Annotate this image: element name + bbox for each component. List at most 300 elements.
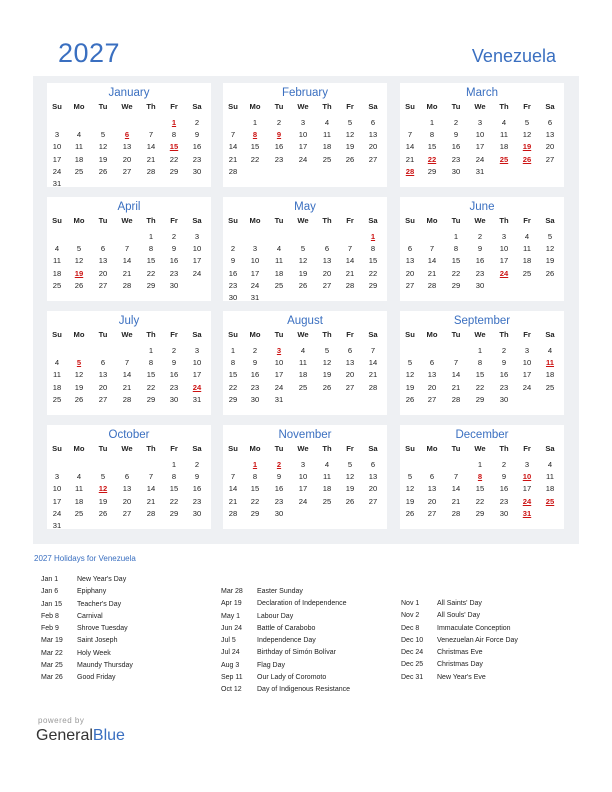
day-cell: 17 [298, 142, 308, 152]
day-cell: 6 [100, 358, 106, 368]
day-cell: 9 [230, 256, 236, 266]
day-cell: 19 [545, 256, 555, 266]
day-cell: 22 [250, 154, 260, 164]
holiday-name: Carnival [77, 612, 103, 620]
day-cell: 21 [122, 268, 132, 278]
day-cell: 26 [98, 166, 108, 176]
day-cell: 8 [171, 130, 177, 140]
day-cell: 29 [228, 394, 238, 404]
day-cell: 5 [324, 346, 330, 355]
holiday-row [401, 661, 518, 673]
holiday-date-text: Nov 2 [401, 612, 420, 620]
weekday-label: Su [52, 216, 62, 225]
holiday-row [401, 649, 518, 661]
day-cell: 11 [75, 142, 83, 152]
day-cell: 20 [345, 370, 355, 380]
day-cell: 29 [146, 280, 156, 290]
day-cell: 27 [545, 154, 555, 164]
holiday-date: 11 [545, 358, 555, 368]
day-cell: 4 [300, 346, 306, 355]
day-cell: 8 [148, 244, 154, 254]
holiday-date: 24 [192, 382, 202, 392]
holiday-date: 10 [522, 472, 532, 482]
day-cell: 27 [405, 280, 415, 290]
month-august [223, 311, 387, 415]
day-cell: 15 [146, 256, 156, 266]
weekday-label: Mo [426, 444, 438, 453]
day-cell: 20 [545, 142, 555, 152]
day-cell: 2 [171, 346, 177, 355]
weekday-label: Su [405, 102, 415, 111]
day-cell: 28 [146, 508, 156, 518]
day-cell: 12 [74, 370, 84, 380]
day-cell: 27 [322, 280, 332, 290]
weekday-label: We [474, 330, 486, 339]
holiday-date: 3 [276, 346, 282, 355]
holiday-row [401, 612, 518, 624]
day-cell: 10 [522, 358, 532, 368]
month-march [400, 83, 564, 187]
day-cell: 30 [451, 166, 461, 176]
day-cell: 1 [429, 118, 435, 127]
weekday-label: Tu [451, 330, 461, 339]
day-cell: 6 [429, 472, 435, 482]
holiday-date: 8 [477, 472, 483, 482]
day-cell: 11 [546, 472, 554, 482]
day-cell: 3 [524, 460, 530, 469]
holiday-name: Christmas Eve [437, 649, 483, 657]
weekday-label: Sa [545, 330, 555, 339]
day-cell: 10 [298, 130, 308, 140]
holiday-date-text: Apr 19 [221, 600, 242, 608]
day-cell: 23 [499, 382, 509, 392]
day-cell: 2 [252, 346, 258, 355]
holiday-date-text: Jan 6 [41, 588, 59, 596]
weekday-label: We [474, 216, 486, 225]
day-cell: 24 [522, 382, 532, 392]
day-cell: 19 [98, 154, 108, 164]
day-cell: 26 [405, 508, 415, 518]
day-cell: 4 [501, 118, 507, 127]
weekday-label: Tu [451, 444, 461, 453]
holiday-date-text: Dec 31 [401, 673, 424, 681]
holiday-row [221, 649, 350, 661]
day-cell: 18 [298, 370, 308, 380]
holidays-title: 2027 Holidays for Venezuela [34, 554, 136, 563]
holiday-date: 1 [370, 232, 376, 241]
day-cell: 28 [146, 166, 156, 176]
holiday-row [401, 600, 518, 612]
day-cell: 17 [475, 142, 485, 152]
day-cell: 9 [171, 244, 177, 254]
day-cell: 28 [368, 382, 378, 392]
day-cell: 21 [228, 496, 238, 506]
day-cell: 11 [523, 244, 531, 254]
weekday-label: We [121, 102, 133, 111]
day-cell: 27 [122, 166, 132, 176]
brand-part-blue: Blue [92, 727, 125, 744]
day-cell: 20 [368, 484, 378, 494]
day-cell: 1 [477, 460, 483, 469]
day-cell: 18 [499, 142, 509, 152]
weekday-label: Th [146, 216, 156, 225]
weekday-label: Tu [451, 102, 461, 111]
holiday-name: New Year's Eve [437, 673, 486, 681]
day-cell: 29 [146, 394, 156, 404]
holiday-date-text: Jan 15 [41, 600, 63, 608]
day-cell: 14 [368, 358, 378, 368]
weekday-label: Mo [426, 216, 438, 225]
day-cell: 11 [75, 484, 83, 494]
holiday-date-text: Sep 11 [221, 674, 243, 682]
day-cell: 20 [405, 268, 415, 278]
day-cell: 12 [545, 244, 555, 254]
day-cell: 22 [228, 382, 238, 392]
month-june [400, 197, 564, 301]
day-cell: 6 [370, 118, 376, 127]
day-cell: 20 [427, 496, 437, 506]
day-cell: 22 [146, 382, 156, 392]
day-cell: 3 [194, 232, 200, 241]
country-title: Venezuela [471, 46, 556, 66]
holiday-date-text: Mar 28 [221, 588, 243, 595]
day-cell: 5 [407, 358, 413, 368]
day-cell: 7 [124, 358, 130, 368]
holiday-name: All Saints' Day [437, 600, 482, 607]
day-cell: 5 [100, 130, 106, 140]
weekday-label: Mo [426, 102, 438, 111]
day-cell: 5 [524, 118, 530, 127]
day-cell: 7 [429, 244, 435, 254]
holiday-name: Epiphany [77, 588, 107, 596]
weekday-label: Tu [274, 216, 284, 225]
day-cell: 23 [192, 154, 202, 164]
day-cell: 23 [499, 496, 509, 506]
day-cell: 9 [194, 130, 200, 140]
day-cell: 10 [250, 256, 260, 266]
day-cell: 1 [230, 346, 236, 355]
month-name: July [118, 315, 140, 327]
month-name: April [117, 201, 141, 213]
day-cell: 29 [427, 166, 437, 176]
weekday-label: Fr [346, 444, 354, 453]
day-cell: 18 [522, 256, 532, 266]
day-cell: 17 [250, 268, 260, 278]
day-cell: 22 [475, 496, 485, 506]
holiday-date: 31 [522, 508, 532, 518]
weekday-label: Su [228, 444, 238, 453]
day-cell: 21 [122, 382, 132, 392]
day-cell: 20 [122, 496, 132, 506]
weekday-label: Mo [73, 216, 85, 225]
month-name: August [287, 315, 323, 327]
day-cell: 25 [545, 382, 555, 392]
day-cell: 4 [524, 232, 530, 241]
day-cell: 15 [250, 142, 260, 152]
day-cell: 16 [192, 142, 202, 152]
day-cell: 28 [228, 166, 238, 176]
brand-logo [36, 727, 125, 745]
day-cell: 19 [345, 484, 355, 494]
day-cell: 23 [274, 496, 284, 506]
month-name: February [281, 87, 329, 99]
day-cell: 4 [76, 472, 82, 482]
day-cell: 16 [475, 256, 485, 266]
holiday-name: Easter Sunday [257, 588, 303, 595]
day-cell: 14 [451, 484, 461, 494]
weekday-label: We [474, 444, 486, 453]
day-cell: 8 [230, 358, 236, 368]
day-cell: 3 [54, 472, 60, 482]
day-cell: 12 [298, 256, 308, 266]
day-cell: 18 [52, 382, 62, 392]
holiday-row [221, 588, 350, 600]
day-cell: 7 [453, 358, 459, 368]
holiday-name: Our Lady of Coromoto [257, 674, 327, 682]
day-cell: 10 [475, 130, 485, 140]
day-cell: 9 [276, 472, 282, 482]
day-cell: 23 [228, 280, 238, 290]
day-cell: 17 [522, 484, 532, 494]
day-cell: 25 [52, 280, 62, 290]
day-cell: 27 [345, 382, 355, 392]
day-cell: 7 [370, 346, 376, 355]
day-cell: 26 [545, 268, 555, 278]
month-february [223, 83, 387, 187]
day-cell: 26 [405, 394, 415, 404]
day-cell: 16 [228, 268, 238, 278]
day-cell: 25 [52, 394, 62, 404]
day-cell: 14 [451, 370, 461, 380]
day-cell: 10 [52, 484, 62, 494]
month-name: January [108, 87, 150, 99]
holiday-date-text: Mar 22 [41, 649, 63, 657]
day-cell: 9 [194, 472, 200, 482]
holiday-name: Immaculate Conception [437, 624, 511, 632]
day-cell: 12 [405, 484, 415, 494]
day-cell: 13 [122, 142, 132, 152]
month-name: November [278, 429, 332, 441]
day-cell: 16 [169, 370, 179, 380]
day-cell: 28 [451, 508, 461, 518]
holiday-date-text: Oct 12 [221, 686, 242, 694]
day-cell: 14 [228, 484, 238, 494]
day-cell: 12 [74, 256, 84, 266]
day-cell: 14 [146, 142, 156, 152]
day-cell: 23 [169, 268, 179, 278]
day-cell: 4 [54, 244, 60, 254]
day-cell: 7 [124, 244, 130, 254]
day-cell: 7 [347, 244, 353, 254]
day-cell: 29 [169, 508, 179, 518]
holiday-date: 24 [499, 268, 509, 278]
weekday-label: Su [52, 330, 62, 339]
holiday-row [41, 576, 133, 588]
weekday-label: Tu [98, 444, 108, 453]
day-cell: 11 [53, 370, 61, 380]
day-cell: 12 [522, 130, 532, 140]
day-cell: 18 [545, 370, 555, 380]
weekday-label: We [297, 330, 309, 339]
day-cell: 22 [250, 496, 260, 506]
holiday-date: 1 [171, 118, 177, 127]
day-cell: 20 [427, 382, 437, 392]
day-cell: 10 [52, 142, 62, 152]
day-cell: 13 [345, 358, 355, 368]
weekday-label: Sa [368, 216, 378, 225]
day-cell: 21 [345, 268, 355, 278]
month-name: October [108, 429, 150, 441]
holiday-date-text: Feb 9 [41, 625, 59, 633]
holiday-name: Shrove Tuesday [77, 625, 128, 633]
holiday-date-text: Dec 8 [401, 624, 420, 632]
day-cell: 26 [345, 496, 355, 506]
day-cell: 26 [345, 154, 355, 164]
day-cell: 5 [407, 472, 413, 482]
month-may [223, 197, 387, 301]
day-cell: 25 [274, 280, 284, 290]
day-cell: 12 [322, 358, 332, 368]
day-cell: 16 [192, 484, 202, 494]
day-cell: 21 [146, 496, 156, 506]
day-cell: 11 [299, 358, 307, 368]
day-cell: 3 [300, 460, 306, 469]
day-cell: 27 [368, 496, 378, 506]
weekday-label: We [297, 216, 309, 225]
day-cell: 3 [501, 232, 507, 241]
day-cell: 2 [194, 118, 200, 127]
day-cell: 3 [477, 118, 483, 127]
day-cell: 23 [169, 382, 179, 392]
holiday-row [221, 686, 350, 698]
day-cell: 18 [52, 268, 62, 278]
weekday-label: Tu [274, 444, 284, 453]
month-name: June [469, 201, 495, 213]
weekday-label: We [297, 102, 309, 111]
holiday-row [401, 625, 518, 637]
day-cell: 2 [477, 232, 483, 241]
day-cell: 6 [547, 118, 553, 127]
day-cell: 17 [499, 256, 509, 266]
day-cell: 2 [501, 346, 507, 355]
day-cell: 2 [194, 460, 200, 469]
holiday-date: 5 [76, 358, 82, 368]
day-cell: 7 [148, 472, 154, 482]
weekday-label: Tu [98, 330, 108, 339]
weekday-label: Su [405, 216, 415, 225]
holiday-row [41, 625, 133, 637]
day-cell: 9 [501, 472, 507, 482]
day-cell: 15 [368, 256, 378, 266]
day-cell: 1 [453, 232, 459, 241]
day-cell: 24 [192, 268, 202, 278]
weekday-label: Th [322, 102, 332, 111]
month-december [400, 425, 564, 529]
weekday-label: Fr [170, 444, 178, 453]
weekday-label: Su [405, 330, 415, 339]
weekday-label: Sa [192, 330, 202, 339]
day-cell: 17 [52, 154, 62, 164]
day-cell: 19 [405, 496, 415, 506]
day-cell: 28 [122, 280, 132, 290]
day-cell: 24 [250, 280, 260, 290]
weekday-label: Su [52, 102, 62, 111]
day-cell: 4 [54, 358, 60, 368]
day-cell: 4 [324, 118, 330, 127]
day-cell: 27 [98, 280, 108, 290]
day-cell: 7 [230, 472, 236, 482]
holiday-name: Saint Joseph [77, 637, 118, 645]
day-cell: 30 [228, 293, 238, 302]
day-cell: 31 [274, 394, 284, 404]
holiday-date: 9 [276, 130, 282, 140]
day-cell: 14 [405, 142, 415, 152]
day-cell: 15 [228, 370, 238, 380]
day-cell: 28 [122, 394, 132, 404]
holiday-row [401, 674, 518, 686]
weekday-label: Sa [192, 102, 202, 111]
day-cell: 16 [274, 142, 284, 152]
day-cell: 16 [274, 484, 284, 494]
day-cell: 18 [74, 496, 84, 506]
weekday-label: Th [146, 330, 156, 339]
month-november [223, 425, 387, 529]
day-cell: 21 [368, 370, 378, 380]
day-cell: 6 [347, 346, 353, 355]
day-cell: 25 [322, 154, 332, 164]
day-cell: 17 [52, 496, 62, 506]
day-cell: 4 [324, 460, 330, 469]
day-cell: 24 [298, 154, 308, 164]
day-cell: 1 [477, 346, 483, 355]
day-cell: 31 [475, 166, 485, 176]
day-cell: 14 [122, 370, 132, 380]
holiday-name: Good Friday [77, 674, 116, 682]
day-cell: 17 [522, 370, 532, 380]
holiday-name: Christmas Day [437, 661, 483, 669]
day-cell: 30 [169, 394, 179, 404]
holiday-row [221, 674, 350, 686]
day-cell: 1 [148, 232, 154, 241]
day-cell: 9 [252, 358, 258, 368]
day-cell: 13 [405, 256, 415, 266]
holiday-name: Battle of Carabobo [257, 624, 316, 632]
day-cell: 23 [250, 382, 260, 392]
day-cell: 25 [522, 268, 532, 278]
weekday-label: We [121, 216, 133, 225]
day-cell: 17 [274, 370, 284, 380]
day-cell: 3 [194, 346, 200, 355]
holiday-date-text: Jul 5 [221, 637, 236, 645]
day-cell: 11 [275, 256, 283, 266]
day-cell: 26 [74, 280, 84, 290]
weekday-label: Fr [170, 102, 178, 111]
day-cell: 29 [368, 280, 378, 290]
day-cell: 18 [74, 154, 84, 164]
day-cell: 15 [146, 370, 156, 380]
holiday-name: Declaration of Independence [257, 600, 347, 608]
day-cell: 15 [250, 484, 260, 494]
day-cell: 30 [499, 508, 509, 518]
day-cell: 9 [453, 130, 459, 140]
day-cell: 29 [169, 166, 179, 176]
weekday-label: Fr [523, 444, 531, 453]
month-name: May [294, 201, 316, 213]
weekday-label: Fr [523, 216, 531, 225]
day-cell: 22 [146, 268, 156, 278]
weekday-label: Tu [274, 330, 284, 339]
month-september [400, 311, 564, 415]
